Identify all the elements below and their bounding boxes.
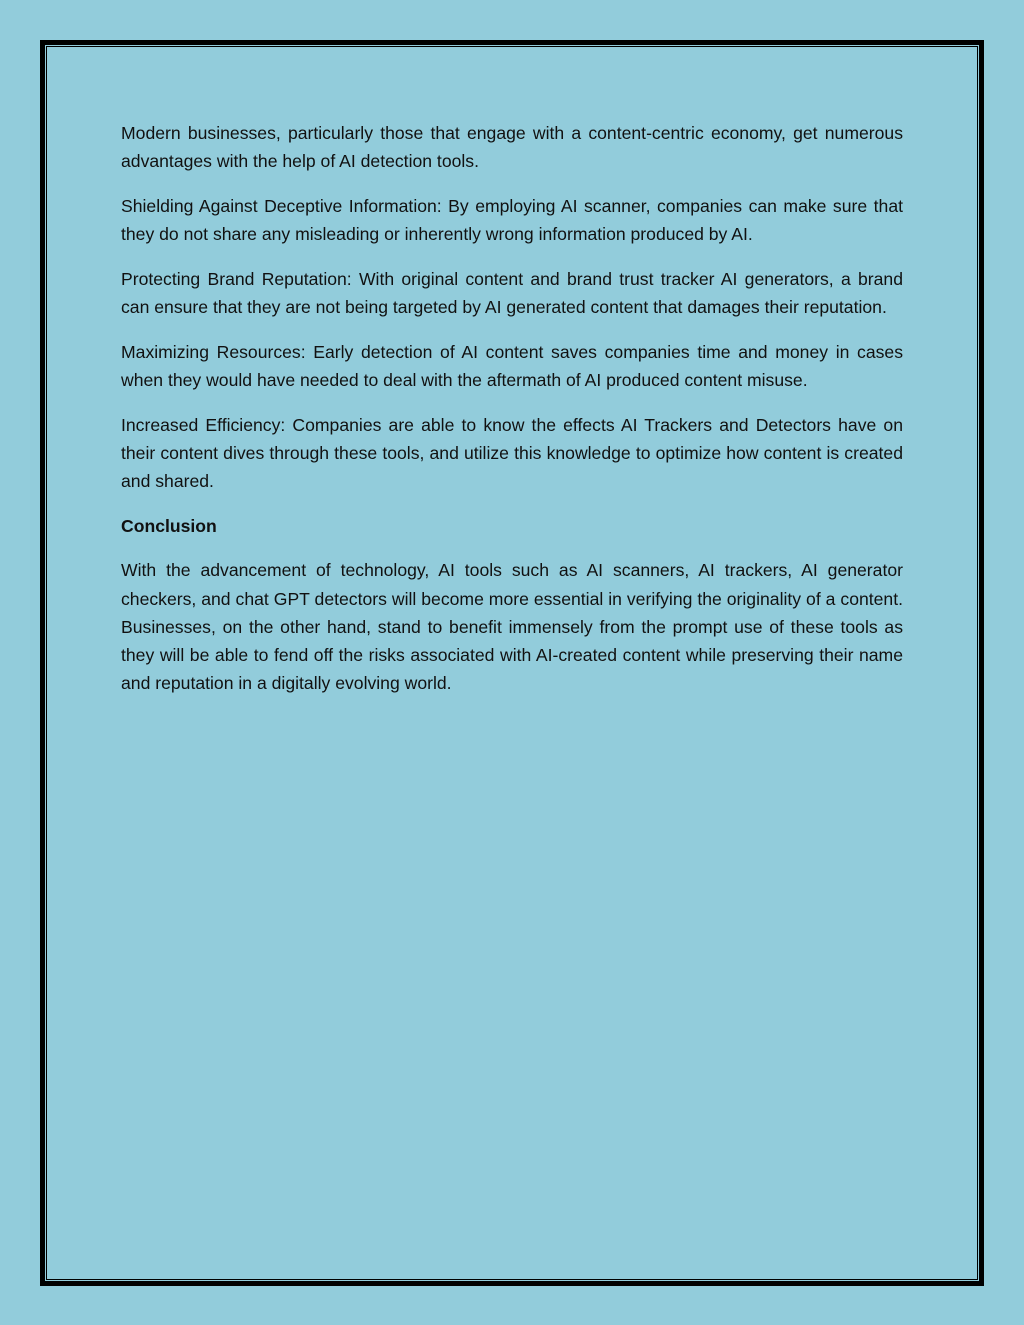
paragraph-brand-reputation: Protecting Brand Reputation: With original content and brand trust tracker AI generators, a brand can ensure that they are not being targeted by AI generated content that damages their reputation.	[121, 268, 903, 318]
document-body	[121, 119, 903, 714]
conclusion-heading: Conclusion	[121, 515, 217, 536]
paragraph-intro: Modern businesses, particularly those that engage with a content-centric economy, get numerous advantages with the help of AI detection tools.	[121, 123, 903, 172]
paragraph-maximizing-resources: Maximizing Resources: Early detection of AI content saves companies time and money in cases when they would have needed to deal with the aftermath of AI produced content misuse.	[121, 341, 903, 390]
paragraph-shielding: Shielding Against Deceptive Information: By employing AI scanner, companies can make sure that they do not share any misleading or inherently wrong information produced by AI.	[121, 195, 903, 245]
paragraph-increased-efficiency: Increased Efficiency: Companies are able to know the effects AI Trackers and Detectors have on their content dives through these tools, and utilize this knowledge to optimize how content is created and shared.	[121, 414, 903, 492]
paragraph-conclusion: With the advancement of technology, AI tools such as AI scanners, AI trackers, AI generator checkers, and chat GPT detectors will become more essential in verifying the originality of a content. Businesses, on the other hand, stand to benefit immensely from the prompt use of these tools as they will be able to fend off the risks associated with AI-created content while preserving their name and reputation in a digitally evolving world.	[121, 560, 903, 694]
